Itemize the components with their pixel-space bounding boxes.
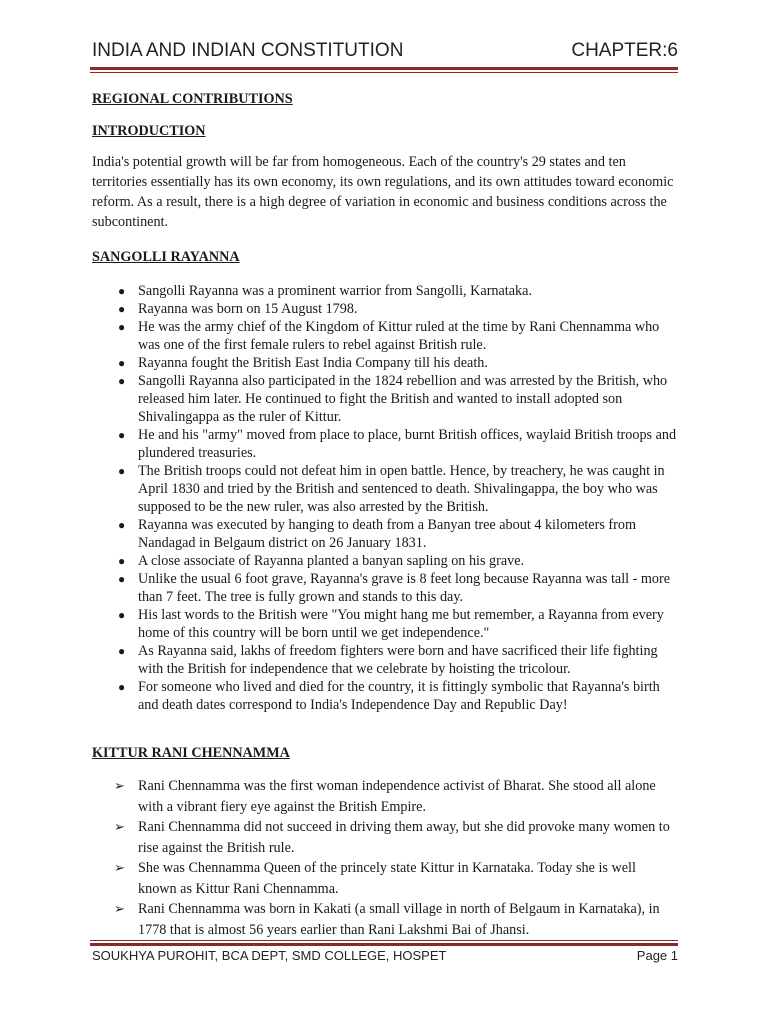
arrow-bullet-icon: ➢	[114, 819, 125, 834]
list-item: ● Rayanna was executed by hanging to death from a Banyan tree about 4 kilometers from Nandagad in Belgaum district on 26 January 1831.	[118, 517, 636, 551]
arrow-bullet-icon: ➢	[114, 860, 125, 875]
list-item: ● He and his "army" moved from place to place, burnt British offices, waylaid British troops and plundered treasuries.	[118, 427, 677, 461]
list-item: ● Rayanna was born on 15 August 1798.	[118, 301, 358, 317]
list-item: ➢ Rani Chennamma was the first woman independence activist of Bharat. She stood all alone with a vibrant fiery eye against the British Empire.	[114, 778, 656, 815]
header-chapter: CHAPTER:6	[571, 40, 678, 61]
list-item: ● Rayanna fought the British East India Company till his death.	[118, 355, 488, 371]
sangolli-heading: SANGOLLI RAYANNA	[92, 249, 240, 265]
bullet-icon: ●	[118, 464, 126, 478]
bullet-icon: ●	[118, 284, 126, 298]
list-item: ● Unlike the usual 6 foot grave, Rayanna's grave is 8 feet long because Rayanna was tall - more than 7 feet. The tree is fully grown and stands to this day.	[118, 571, 671, 605]
footer-rule-thin	[90, 940, 678, 941]
bullet-icon: ●	[118, 608, 126, 622]
bullet-icon: ●	[118, 320, 126, 334]
bullet-icon: ●	[118, 428, 126, 442]
page-header	[92, 40, 678, 62]
list-item: ● For someone who lived and died for the country, it is fittingly symbolic that Rayanna's birth and death dates correspond to India's Independence Day and Republic Day!	[118, 679, 660, 713]
sangolli-list	[92, 282, 678, 714]
arrow-bullet-icon: ➢	[114, 901, 125, 916]
list-item: ➢ She was Chennamma Queen of the princely state Kittur in Karnataka. Today she is well known as Kittur Rani Chennamma.	[114, 860, 636, 897]
bullet-icon: ●	[118, 374, 126, 388]
bullet-icon: ●	[118, 356, 126, 370]
header-title: INDIA AND INDIAN CONSTITUTION	[92, 40, 404, 61]
page-body	[92, 84, 678, 940]
intro-paragraph: India's potential growth will be far from homogeneous. Each of the country's 29 states and ten territories essentially has its own economy, its own regulations, and its own attitudes toward economic reform. As a result, there is a high degree of variation in economic and business conditions across the subcontinent.	[92, 154, 674, 230]
footer-author: SOUKHYA PUROHIT, BCA DEPT, SMD COLLEGE, HOSPET	[92, 948, 447, 963]
kittur-heading: KITTUR RANI CHENNAMMA	[92, 745, 290, 761]
section-title: REGIONAL CONTRIBUTIONS	[92, 91, 293, 107]
arrow-bullet-icon: ➢	[114, 778, 125, 793]
page-footer	[92, 948, 678, 963]
list-item: ● A close associate of Rayanna planted a banyan sapling on his grave.	[118, 553, 525, 569]
bullet-icon: ●	[118, 680, 126, 694]
footer-rule	[90, 943, 678, 946]
bullet-icon: ●	[118, 572, 126, 586]
kittur-list	[92, 776, 678, 940]
list-item: ● He was the army chief of the Kingdom of Kittur ruled at the time by Rani Chennamma who was one of the first female rulers to rebel against British rule.	[118, 319, 660, 353]
header-rule-thin	[90, 72, 678, 73]
intro-heading: INTRODUCTION	[92, 123, 206, 139]
bullet-icon: ●	[118, 518, 126, 532]
header-rule	[90, 67, 678, 70]
list-item: ● As Rayanna said, lakhs of freedom fighters were born and have sacrificed their life fighting with the British for independence that we celebrate by hoisting the tricolour.	[118, 643, 658, 677]
list-item: ● Sangolli Rayanna also participated in the 1824 rebellion and was arrested by the British, who released him later. He continued to fight the British and wanted to install adopted son Shivalingappa as the ruler of Kittur.	[118, 373, 668, 425]
list-item: ➢ Rani Chennamma did not succeed in driving them away, but she did provoke many women to rise against the British rule.	[114, 819, 670, 856]
list-item: ● The British troops could not defeat him in open battle. Hence, by treachery, he was caught in April 1830 and tried by the British and sentenced to death. Shivalingappa, the boy who was supposed to be the new ruler, was also arrested by the British.	[118, 463, 665, 515]
page-number: Page 1	[636, 948, 678, 963]
list-item: ● Sangolli Rayanna was a prominent warrior from Sangolli, Karnataka.	[118, 283, 532, 299]
bullet-icon: ●	[118, 302, 126, 316]
list-item: ● His last words to the British were "You might hang me but remember, a Rayanna from every home of this country will be born until we get independence."	[118, 607, 664, 641]
bullet-icon: ●	[118, 554, 126, 568]
bullet-icon: ●	[118, 644, 126, 658]
list-item: ➢ Rani Chennamma was born in Kakati (a small village in north of Belgaum in Karnataka), in 1778 that is almost 56 years earlier than Rani Lakshmi Bai of Jhansi.	[114, 901, 660, 938]
